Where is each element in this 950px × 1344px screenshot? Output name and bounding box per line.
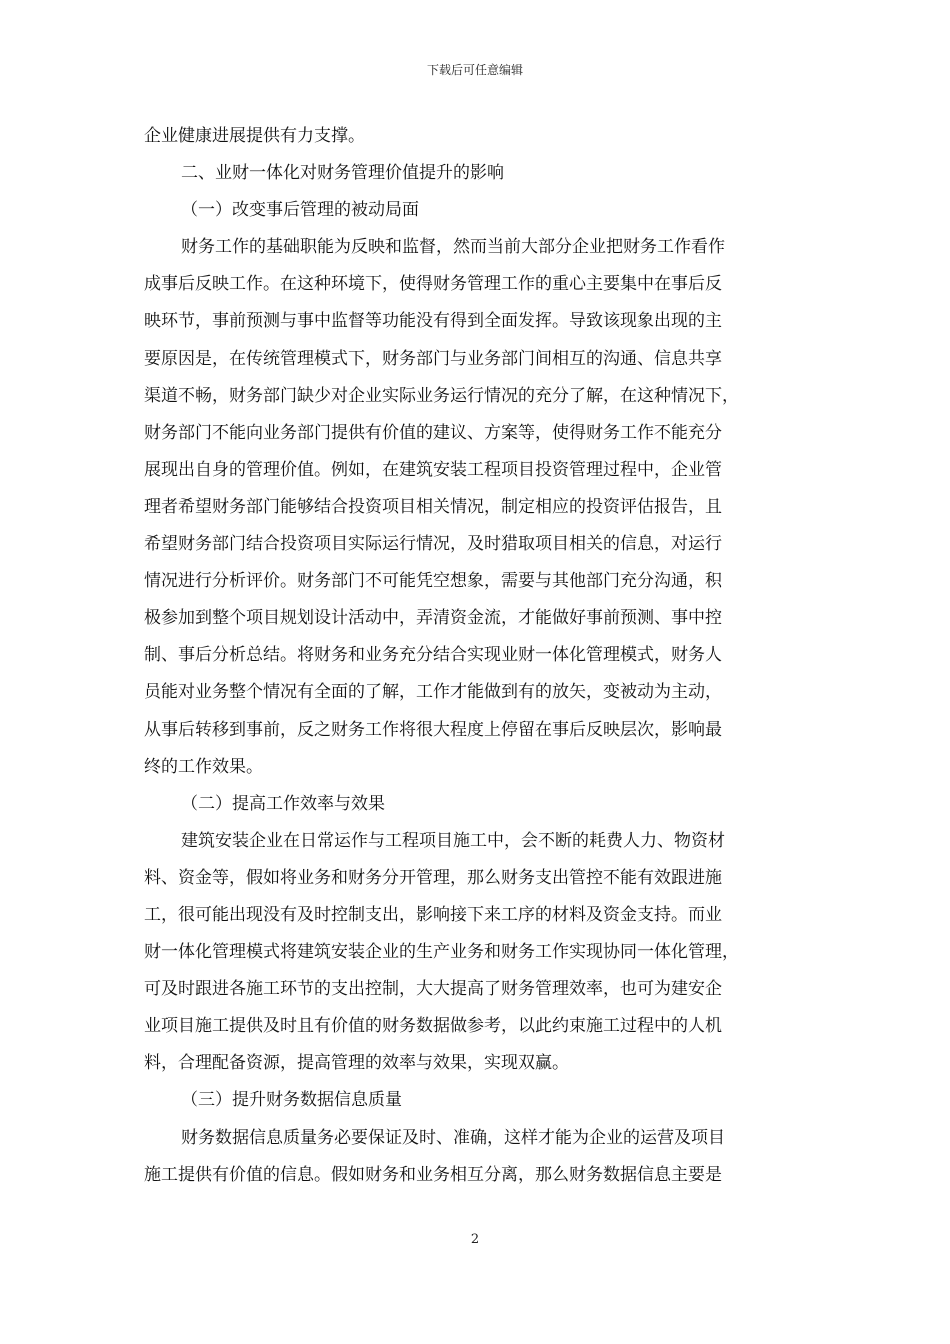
text-line: 终的工作效果。: [144, 756, 263, 777]
text-line: 财务部门不能向业务部门提供有价值的建议、方案等，使得财务工作不能充分: [144, 422, 722, 443]
text-line: 成事后反映工作。在这种环境下，使得财务管理工作的重心主要集中在事后反: [144, 274, 722, 295]
text-line: 情况进行分析评价。财务部门不可能凭空想象，需要与其他部门充分沟通，积: [144, 571, 722, 592]
text-line: （二）提高工作效率与效果: [181, 793, 385, 814]
page-number: 2: [470, 1232, 480, 1247]
text-line: 企业健康进展提供有力支撑。: [144, 126, 365, 146]
text-line: 工，很可能出现没有及时控制支出，影响接下来工序的材料及资金支持。而业: [144, 904, 722, 925]
text-line: 映环节，事前预测与事中监督等功能没有得到全面发挥。导致该现象出现的主: [144, 311, 722, 332]
text-line: 要原因是，在传统管理模式下，财务部门与业务部门间相互的沟通、信息共享: [144, 348, 722, 369]
document-body: [144, 118, 820, 1194]
text-line: 理者希望财务部门能够结合投资项目相关情况，制定相应的投资评估报告，且: [144, 496, 722, 517]
text-line: 料，合理配备资源，提高管理的效率与效果，实现双赢。: [144, 1053, 569, 1074]
text-line: 建筑安装企业在日常运作与工程项目施工中，会不断的耗费人力、物资材: [181, 830, 725, 851]
text-line: （一）改变事后管理的被动局面: [181, 200, 419, 221]
text-line: 二、业财一体化对财务管理价值提升的影响: [181, 163, 504, 184]
text-line: 财务数据信息质量务必要保证及时、准确，这样才能为企业的运营及项目: [181, 1127, 725, 1148]
text-line: 可及时跟进各施工环节的支出控制，大大提高了财务管理效率，也可为建安企: [144, 979, 722, 1000]
page-header: 下载后可任意编辑: [426, 63, 523, 77]
text-line: 施工提供有价值的信息。假如财务和业务相互分离，那么财务数据信息主要是: [144, 1164, 722, 1185]
text-line: 渠道不畅，财务部门缺少对企业实际业务运行情况的充分了解，在这种情况下，: [144, 385, 739, 406]
text-line: 业项目施工提供及时且有价值的财务数据做参考，以此约束施工过程中的人机: [144, 1016, 722, 1037]
text-line: 从事后转移到事前，反之财务工作将很大程度上停留在事后反映层次，影响最: [144, 719, 722, 740]
text-line: 料、资金等，假如将业务和财务分开管理，那么财务支出管控不能有效跟进施: [144, 867, 722, 888]
text-line: 财务工作的基础职能为反映和监督，然而当前大部分企业把财务工作看作: [181, 237, 725, 258]
text-line: 财一体化管理模式将建筑安装企业的生产业务和财务工作实现协同一体化管理，: [144, 942, 739, 963]
text-line: 员能对业务整个情况有全面的了解，工作才能做到有的放矢，变被动为主动，: [144, 682, 722, 703]
text-line: 极参加到整个项目规划设计活动中，弄清资金流，才能做好事前预测、事中控: [144, 608, 722, 629]
text-line: 制、事后分析总结。将财务和业务充分结合实现业财一体化管理模式，财务人: [144, 645, 722, 666]
text-line: （三）提升财务数据信息质量: [181, 1090, 402, 1111]
text-line: 希望财务部门结合投资项目实际运行情况，及时猎取项目相关的信息，对运行: [144, 534, 722, 555]
text-line: 展现出自身的管理价值。例如，在建筑安装工程项目投资管理过程中，企业管: [144, 459, 722, 480]
